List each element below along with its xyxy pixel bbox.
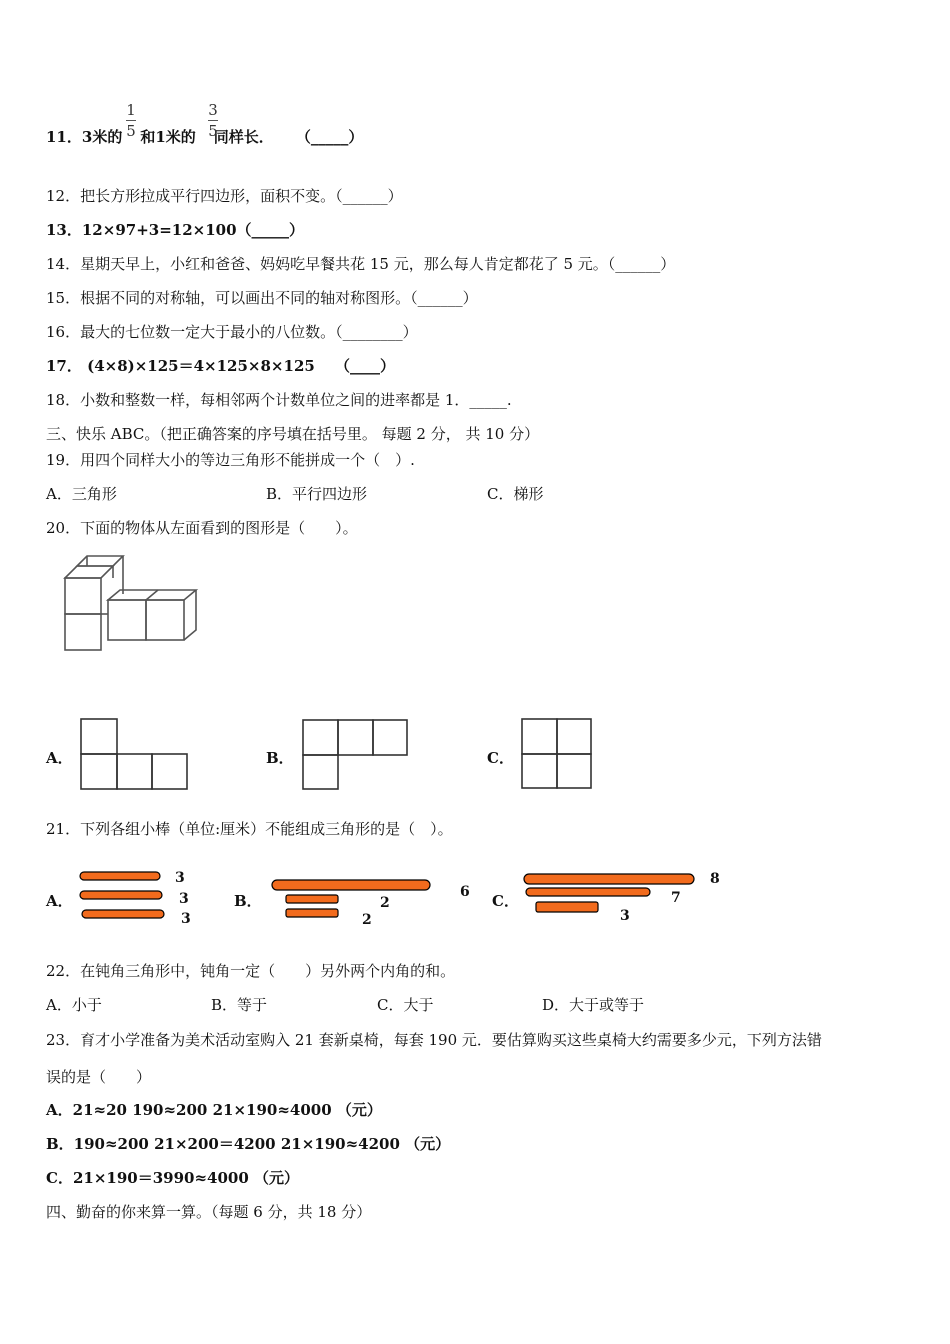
question-23-continued: 误的是（ ） — [46, 1068, 152, 1086]
question-19: 19．用四个同样大小的等边三角形不能拼成一个（ ）. — [46, 451, 415, 469]
fraction-1-5: 1 5 — [126, 101, 136, 140]
stick-a3-label: 3 — [181, 911, 191, 927]
question-13: 13．12×97+3=12×100（_____） — [46, 221, 305, 239]
question-17: 17． (4×8)×125＝4×125×8×125 （____） — [46, 357, 396, 375]
stick-c1-label: 8 — [710, 871, 720, 887]
q21-option-b[interactable]: B． — [234, 892, 262, 910]
q19-option-b[interactable]: B．平行四边形 — [266, 485, 368, 503]
stick-c3 — [536, 902, 598, 912]
q23-option-c[interactable]: C．21×190＝3990≈4000 （元） — [46, 1169, 299, 1187]
question-16: 16．最大的七位数一定大于最小的八位数。（________） — [46, 323, 418, 341]
stick-a2 — [80, 891, 162, 899]
fraction-3-5: 3 5 — [208, 101, 218, 140]
q20-option-b-figure — [302, 719, 412, 791]
answer-blank[interactable]: （_____） — [295, 128, 364, 146]
q22-option-d[interactable]: D．大于或等于 — [542, 996, 645, 1014]
q20-option-a-figure — [80, 718, 190, 790]
q21-option-a-sticks — [78, 866, 198, 928]
q19-option-a[interactable]: A．三角形 — [46, 485, 117, 503]
stick-c1 — [524, 874, 694, 884]
stick-a1 — [80, 872, 160, 880]
stick-c3-label: 3 — [620, 908, 630, 924]
stick-c2-label: 7 — [671, 890, 681, 906]
q21-option-b-sticks — [270, 872, 480, 932]
question-18: 18．小数和整数一样，每相邻两个计数单位之间的进率都是 1．_____. — [46, 391, 512, 409]
q19-option-c[interactable]: C．梯形 — [487, 485, 544, 503]
question-15: 15．根据不同的对称轴，可以画出不同的轴对称图形。（______） — [46, 289, 478, 307]
cube-object-figure — [60, 552, 200, 662]
q22-option-c[interactable]: C．大于 — [377, 996, 434, 1014]
q21-option-c[interactable]: C． — [492, 892, 519, 910]
question-20: 20．下面的物体从左面看到的图形是（ ）。 — [46, 519, 358, 537]
stick-b2 — [286, 895, 338, 903]
q22-option-a[interactable]: A．小于 — [46, 996, 102, 1014]
q20-option-b[interactable]: B． — [266, 749, 294, 767]
q11-number: 11． — [46, 128, 82, 146]
q22-option-b[interactable]: B．等于 — [211, 996, 268, 1014]
stick-a1-label: 3 — [175, 870, 185, 886]
q20-option-c-figure — [521, 718, 593, 790]
question-12: 12．把长方形拉成平行四边形，面积不变。（______） — [46, 187, 403, 205]
question-21: 21．下列各组小棒（单位:厘米）不能组成三角形的是（ ）。 — [46, 820, 453, 838]
stick-c2 — [526, 888, 650, 896]
stick-a2-label: 3 — [179, 891, 189, 907]
q23-option-a[interactable]: A．21≈20 190≈200 21×190≈4000 （元） — [46, 1101, 382, 1119]
question-11: 11．3米的 和1米的 同样长． （_____） — [46, 128, 364, 146]
q20-option-c[interactable]: C． — [487, 749, 514, 767]
q21-option-c-sticks — [522, 866, 732, 928]
stick-a3 — [82, 910, 164, 918]
q20-option-a[interactable]: A． — [46, 749, 73, 767]
q23-option-b[interactable]: B．190≈200 21×200＝4200 21×190≈4200 （元） — [46, 1135, 451, 1153]
stick-b3 — [286, 909, 338, 917]
question-23: 23．育才小学准备为美术活动室购入 21 套新桌椅，每套 190 元．要估算购买这些桌椅大约需要多少元，下列方法错 — [46, 1031, 822, 1049]
question-22: 22．在钝角三角形中，钝角一定（ ）另外两个内角的和。 — [46, 962, 456, 980]
section-4-heading: 四、勤奋的你来算一算。（每题 6 分，共 18 分） — [46, 1203, 372, 1221]
stick-b1-label: 6 — [460, 884, 470, 900]
stick-b2-label: 2 — [380, 895, 390, 911]
section-3-heading: 三、快乐 ABC。（把正确答案的序号填在括号里。 每题 2 分， 共 10 分） — [46, 425, 540, 443]
question-14: 14．星期天早上，小红和爸爸、妈妈吃早餐共花 15 元，那么每人肯定都花了 5 元。（______） — [46, 255, 676, 273]
stick-b1 — [272, 880, 430, 890]
stick-b3-label: 2 — [362, 912, 372, 928]
q21-option-a[interactable]: A． — [46, 892, 73, 910]
